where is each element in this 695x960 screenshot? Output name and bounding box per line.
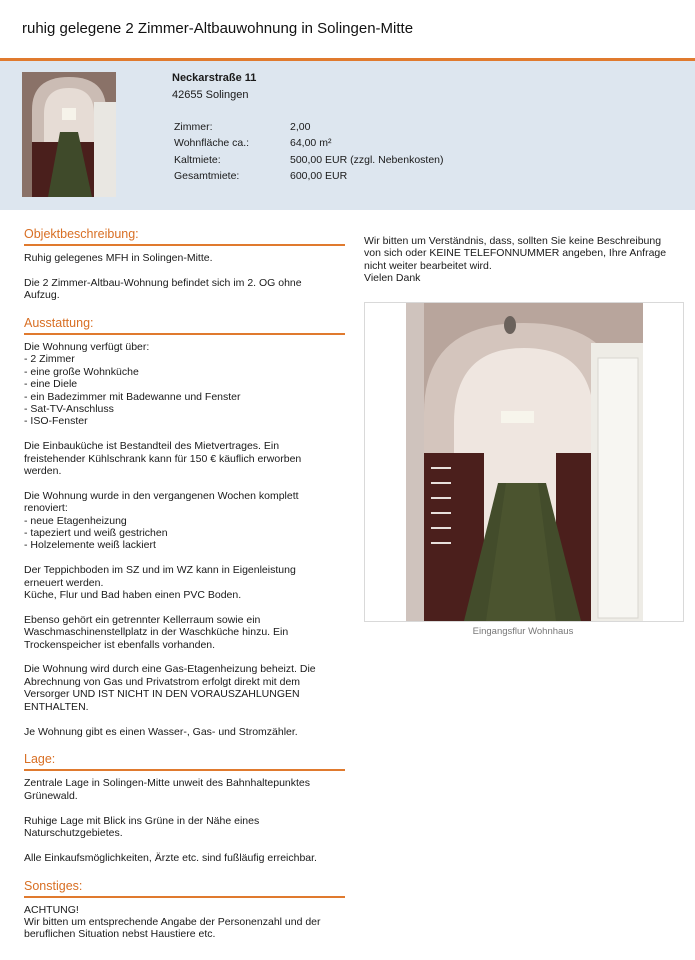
fact-label: Zimmer: xyxy=(174,121,213,134)
fact-value: 600,00 EUR xyxy=(290,170,348,183)
fact-label: Kaltmiete: xyxy=(174,153,221,166)
address-street: Neckarstraße 11 xyxy=(172,72,257,84)
paragraph: ACHTUNG! Wir bitten um entsprechende Angabe der Personenzahl und der beruflichen Situation nebst Haustiere etc. xyxy=(24,903,321,941)
paragraph: Ebenso gehört ein getrennter Kellerraum sowie ein Waschmaschinenstellplatz in der Waschküche hinzu. Ein Trockenspeicher ist ebenfalls vorhanden. xyxy=(24,613,289,651)
fact-value: 500,00 EUR (zzgl. Nebenkosten) xyxy=(290,153,444,166)
contact-note: Wir bitten um Verständnis, dass, sollten Sie keine Beschreibung von sich oder KEINE TELEFONNUMMER angeben, Ihre Anfrage nicht weiter bearbeitet wird. Vielen Dank xyxy=(364,235,667,285)
address-block xyxy=(172,70,256,104)
paragraph: Die Wohnung wird durch eine Gas-Etagenheizung beheizt. Die Abrechnung von Gas und Privatstrom erfolgt direkt mit dem Versorger UND IST NICHT IN DEN VORAUSZAHLUNGEN ENTHALTEN. xyxy=(24,663,316,713)
facts-row xyxy=(174,152,444,168)
paragraph: Der Teppichboden im SZ und im WZ kann in Eigenleistung erneuert werden. Küche, Flur und Bad haben einen PVC Boden. xyxy=(24,564,296,602)
section-ausstattung xyxy=(24,314,345,738)
page-title: ruhig gelegene 2 Zimmer-Altbauwohnung in Solingen-Mitte xyxy=(22,20,414,37)
fact-value: 64,00 m² xyxy=(290,137,332,150)
facts-row xyxy=(174,168,444,184)
address-city: 42655 Solingen xyxy=(172,89,249,101)
fact-value: 2,00 xyxy=(290,121,311,134)
paragraph: Die Einbauküche ist Bestandteil des Mietvertrages. Ein freistehender Kühlschrank kann für 150 € käuflich erworben werden. xyxy=(24,440,302,478)
section-heading: Objektbeschreibung: xyxy=(24,225,345,246)
section-heading: Lage: xyxy=(24,750,345,771)
description-column xyxy=(24,225,345,953)
section-heading: Ausstattung: xyxy=(24,314,345,335)
facts-table xyxy=(174,119,444,184)
paragraph: Die Wohnung verfügt über: - 2 Zimmer - eine große Wohnküche - eine Diele - ein Badezimmer mit Badewanne und Fenster - Sat-TV-Anschluss - ISO-Fenster xyxy=(24,341,241,428)
section-heading: Sonstiges: xyxy=(24,877,345,898)
paragraph: Ruhige Lage mit Blick ins Grüne in der Nähe eines Naturschutzgebietes. xyxy=(24,814,260,839)
paragraph: Je Wohnung gibt es einen Wasser-, Gas- und Stromzähler. xyxy=(24,725,298,738)
section-objektbeschreibung xyxy=(24,225,345,302)
photo-caption: Eingangsflur Wohnhaus xyxy=(472,626,574,637)
hallway-photo[interactable] xyxy=(406,303,643,621)
paragraph: Alle Einkaufsmöglichkeiten, Ärzte etc. sind fußläufig erreichbar. xyxy=(24,851,317,864)
paragraph: Die 2 Zimmer-Altbau-Wohnung befindet sich im 2. OG ohne Aufzug. xyxy=(24,276,302,302)
paragraph: Zentrale Lage in Solingen-Mitte unweit des Bahnhaltepunktes Grünewald. xyxy=(24,777,311,802)
listing-thumbnail[interactable] xyxy=(22,72,116,197)
fact-label: Wohnfläche ca.: xyxy=(174,137,250,150)
facts-row xyxy=(174,119,444,135)
paragraph: Die Wohnung wurde in den vergangenen Wochen komplett renoviert: - neue Etagenheizung - tapeziert und weiß gestrichen - Holzelemente weiß lackiert xyxy=(24,489,299,552)
fact-label: Gesamtmiete: xyxy=(174,170,240,183)
paragraph: Ruhig gelegenes MFH in Solingen-Mitte. xyxy=(24,252,213,264)
photo-frame xyxy=(364,302,684,622)
facts-row xyxy=(174,135,444,151)
section-sonstiges xyxy=(24,877,345,941)
section-lage xyxy=(24,750,345,864)
